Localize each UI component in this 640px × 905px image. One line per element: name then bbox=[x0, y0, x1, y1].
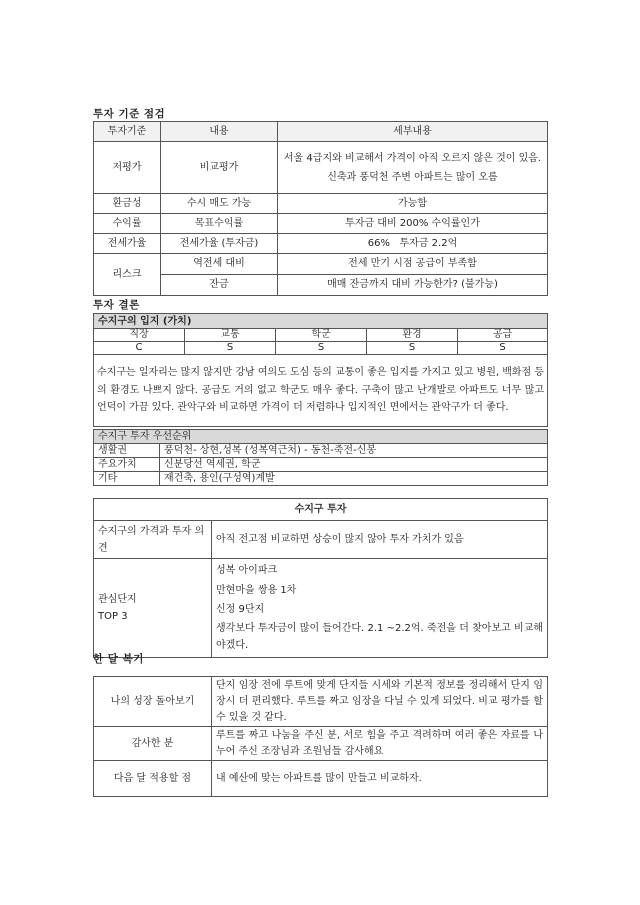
criteria-cell: 전세가율 bbox=[94, 234, 161, 254]
table-row bbox=[94, 677, 548, 727]
detail-cell: 서울 4급지와 비교해서 가격이 아직 오르지 않은 것이 있음. 신축과 풍덕천 주변 아파트는 많이 오름 bbox=[278, 142, 548, 194]
priority-label: 주요가치 bbox=[94, 458, 160, 472]
content-cell: 목표수익률 bbox=[161, 214, 278, 234]
top3-item-1: 성복 아이파크 bbox=[216, 565, 278, 576]
priority-title: 수지구 투자 우선순위 bbox=[94, 430, 548, 444]
review-value: 내 예산에 맞는 아파트를 많이 만들고 비교하자. bbox=[212, 761, 548, 797]
top3-label: 관심단지 TOP 3 bbox=[94, 559, 212, 658]
suji-investment-table bbox=[93, 498, 548, 658]
review-value: 단지 임장 전에 루트에 맞게 단지들 시세와 기본적 정보를 정리해서 단지 임장시 더 편리했다. 루트를 짜고 임장을 다닐 수 있게 되었다. 비교 평가를 할 수 있을 것 같다. bbox=[212, 677, 548, 727]
content-cell: 전세가율 (투자금) bbox=[161, 234, 278, 254]
priority-value: 재건축, 용인(구성역)계발 bbox=[160, 472, 548, 486]
grade-value: S bbox=[367, 342, 458, 355]
grade-value: S bbox=[458, 342, 548, 355]
top3-item-2: 만현마을 쌍용 1차 bbox=[216, 584, 297, 596]
criteria-cell: 수익률 bbox=[94, 214, 161, 234]
table-row bbox=[94, 214, 548, 234]
opinion-value: 아직 전고점 비교하면 상승이 많지 않아 투자 가치가 있음 bbox=[212, 521, 548, 559]
grade-header: 환경 bbox=[367, 329, 458, 342]
review-value: 루트를 짜고 나눔을 주신 분, 서로 힘을 주고 격려하며 여러 좋은 자료를 나누어 주신 조장님과 조원님들 감사해요 bbox=[212, 727, 548, 761]
table-row bbox=[94, 254, 548, 275]
grade-header: 직장 bbox=[94, 329, 185, 342]
table-row bbox=[94, 234, 548, 254]
grade-row bbox=[94, 342, 548, 355]
grade-header: 공급 bbox=[458, 329, 548, 342]
header-content: 내용 bbox=[161, 122, 278, 142]
priority-title-row bbox=[94, 430, 548, 444]
table-row bbox=[94, 727, 548, 761]
grade-value: C bbox=[94, 342, 185, 355]
detail-cell: 가능함 bbox=[278, 194, 548, 214]
criteria-cell: 환금성 bbox=[94, 194, 161, 214]
table-row bbox=[94, 472, 548, 486]
priority-label: 생활권 bbox=[94, 444, 160, 458]
content-cell: 비교평가 bbox=[161, 142, 278, 194]
detail-cell: 66% 투자금 2.2억 bbox=[278, 234, 548, 254]
table-row bbox=[94, 458, 548, 472]
grade-header: 학군 bbox=[276, 329, 367, 342]
monthly-review-table bbox=[93, 676, 548, 797]
priority-value: 풍덕천- 상현,성복 (성복역근처) - 동천-죽전-신봉 bbox=[160, 444, 548, 458]
header-criteria: 투자기준 bbox=[94, 122, 161, 142]
section-title-conclusion: 투자 결론 bbox=[93, 299, 140, 311]
review-label: 다음 달 적용할 점 bbox=[94, 761, 212, 797]
header-detail: 세부내용 bbox=[278, 122, 548, 142]
table-row bbox=[94, 275, 548, 296]
top3-note: 생각보다 투자금이 많이 들어간다. 2.1 ~2.2억. 죽전을 더 찾아보고 비교해야겠다. bbox=[216, 622, 544, 651]
priority-label: 기타 bbox=[94, 472, 160, 486]
content-cell: 역전세 대비 bbox=[161, 254, 278, 275]
opinion-label: 수지구의 가격과 투자 의견 bbox=[94, 521, 212, 559]
review-label: 나의 성장 돌아보기 bbox=[94, 677, 212, 727]
detail-cell: 전세 만기 시점 공급이 부족함 bbox=[278, 254, 548, 275]
priority-table bbox=[93, 429, 548, 486]
detail-cell: 매매 잔금까지 대비 가능한가? (불가능) bbox=[278, 275, 548, 296]
content-cell: 잔금 bbox=[161, 275, 278, 296]
suji-investment-title: 수지구 투자 bbox=[94, 499, 548, 521]
table-row bbox=[94, 761, 548, 797]
grade-header-row bbox=[94, 329, 548, 342]
location-title-row bbox=[94, 314, 548, 329]
suji-title-row bbox=[94, 499, 548, 521]
section-title-investment-check: 투자 기준 점검 bbox=[93, 108, 166, 120]
risk-label: 리스크 bbox=[94, 254, 161, 296]
top3-cell bbox=[212, 559, 548, 658]
table-row bbox=[94, 142, 548, 194]
grade-header: 교통 bbox=[185, 329, 276, 342]
table-row bbox=[94, 559, 548, 658]
location-desc-row bbox=[94, 355, 548, 427]
grade-value: S bbox=[185, 342, 276, 355]
criteria-cell: 저평가 bbox=[94, 142, 161, 194]
grade-value: S bbox=[276, 342, 367, 355]
investment-check-table bbox=[93, 121, 548, 296]
location-title: 수지구의 입지 (가치) bbox=[94, 314, 548, 329]
location-value-table bbox=[93, 313, 548, 427]
table-row bbox=[94, 444, 548, 458]
location-description: 수지구는 일자리는 많지 않지만 강남 여의도 도심 등의 교통이 좋은 입지를 가지고 있고 병원, 백화점 등의 환경도 나쁘지 않다. 공급도 거의 없고 학군도 매우 좋다. 구축이 많고 난개발로 아파트도 너무 많고 언덕이 가끔 있다. 관악구와 비교하면 가격이 더 저렴하나 입지적인 면에서는 관악구가 더 좋다. bbox=[94, 355, 548, 427]
table-row bbox=[94, 521, 548, 559]
section-title-monthly-review: 한 달 복기 bbox=[93, 653, 144, 665]
table-row bbox=[94, 194, 548, 214]
content-cell: 수시 매도 가능 bbox=[161, 194, 278, 214]
detail-cell: 투자금 대비 200% 수익률인가 bbox=[278, 214, 548, 234]
priority-value: 신분당선 역세권, 학군 bbox=[160, 458, 548, 472]
top3-item-3: 신정 9단지 bbox=[216, 604, 265, 615]
table-header-row bbox=[94, 122, 548, 142]
review-label: 감사한 분 bbox=[94, 727, 212, 761]
